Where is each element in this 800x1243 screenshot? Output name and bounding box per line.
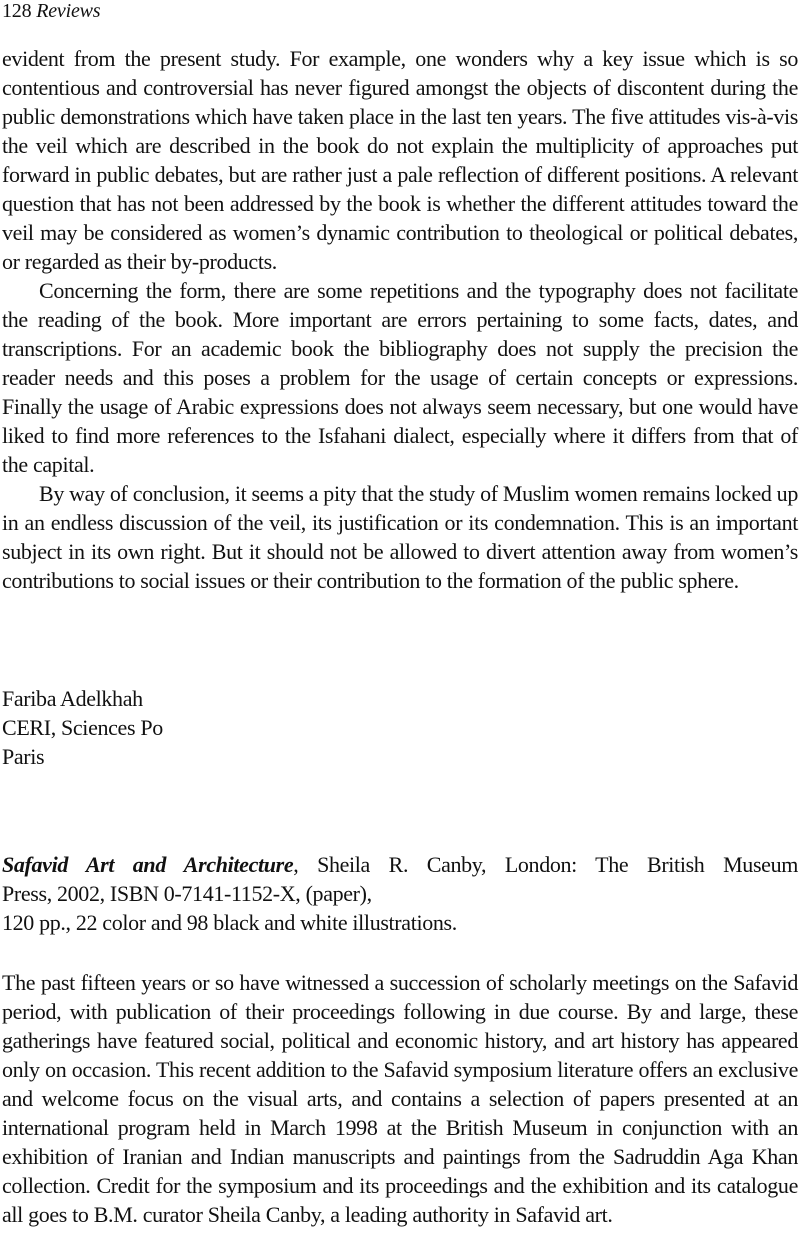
citation-line-1 xyxy=(2,850,798,879)
review-2-body xyxy=(2,968,798,1229)
review-2-citation xyxy=(2,850,798,937)
review-2-paragraph-1: The past fifteen years or so have witnessed a succession of scholarly meetings on the Safavid period, with publication of their proceedings following in due course. By and large, these gatherings have featured social, political and economic history, and art history has appeared only on occasion. This recent addition to the Safavid symposium literature offers an exclusive and welcome focus on the visual arts, and contains a selection of papers presented at an international program held in March 1998 at the British Museum in conjunction with an exhibition of Iranian and Indian manuscripts and paintings from the Sadruddin Aga Khan collection. Credit for the symposium and its proceedings and the exhibition and its catalogue all goes to B.M. curator Sheila Canby, a leading authority in Safavid art. xyxy=(2,970,798,1227)
book-title: Safavid Art and Architecture xyxy=(2,852,294,877)
review-1-body xyxy=(2,44,798,595)
running-header xyxy=(2,0,100,22)
citation-line-2: Press, 2002, ISBN 0-7141-1152-X, (paper), xyxy=(2,881,372,906)
citation-author-publisher: , Sheila R. Canby, London: The British Museum xyxy=(293,852,798,877)
review-1-paragraph-1: evident from the present study. For example, one wonders why a key issue which is so contentious and controversial has never figured amongst the objects of discontent during the public demonstrations which have taken place in the last ten years. The five attitudes vis-à-vis the veil which are described in the book do not explain the multiplicity of approaches put forward in public debates, but are rather just a pale reflection of different positions. A relevant question that has not been addressed by the book is whether the different attitudes toward the veil may be considered as women’s dynamic contribution to theological or political debates, or regarded as their by-products. xyxy=(2,46,798,274)
review-1-paragraph-2: Concerning the form, there are some repetitions and the typography does not facilitate the reading of the book. More important are errors pertaining to some facts, dates, and transcriptions. For an academic book the bibliography does not supply the precision the reader needs and this poses a problem for the usage of certain concepts or expressions. Finally the usage of Arabic expressions does not always seem necessary, but one would have liked to find more references to the Isfahani dialect, especially where it differs from that of the capital. xyxy=(2,278,798,477)
reviewer-city: Paris xyxy=(2,744,45,769)
section-title: Reviews xyxy=(36,0,101,22)
reviewer-name: Fariba Adelkhah xyxy=(2,686,143,711)
page-number: 128 xyxy=(2,0,32,22)
review-1-signature xyxy=(2,684,163,771)
review-1-paragraph-3: By way of conclusion, it seems a pity that the study of Muslim women remains locked up in an endless discussion of the veil, its justification or its condemnation. This is an important subject in its own right. But it should not be allowed to divert attention away from women’s contributions to social issues or their contribution to the formation of the public sphere. xyxy=(2,481,798,593)
reviewer-affiliation: CERI, Sciences Po xyxy=(2,715,163,740)
citation-line-3: 120 pp., 22 color and 98 black and white illustrations. xyxy=(2,910,457,935)
